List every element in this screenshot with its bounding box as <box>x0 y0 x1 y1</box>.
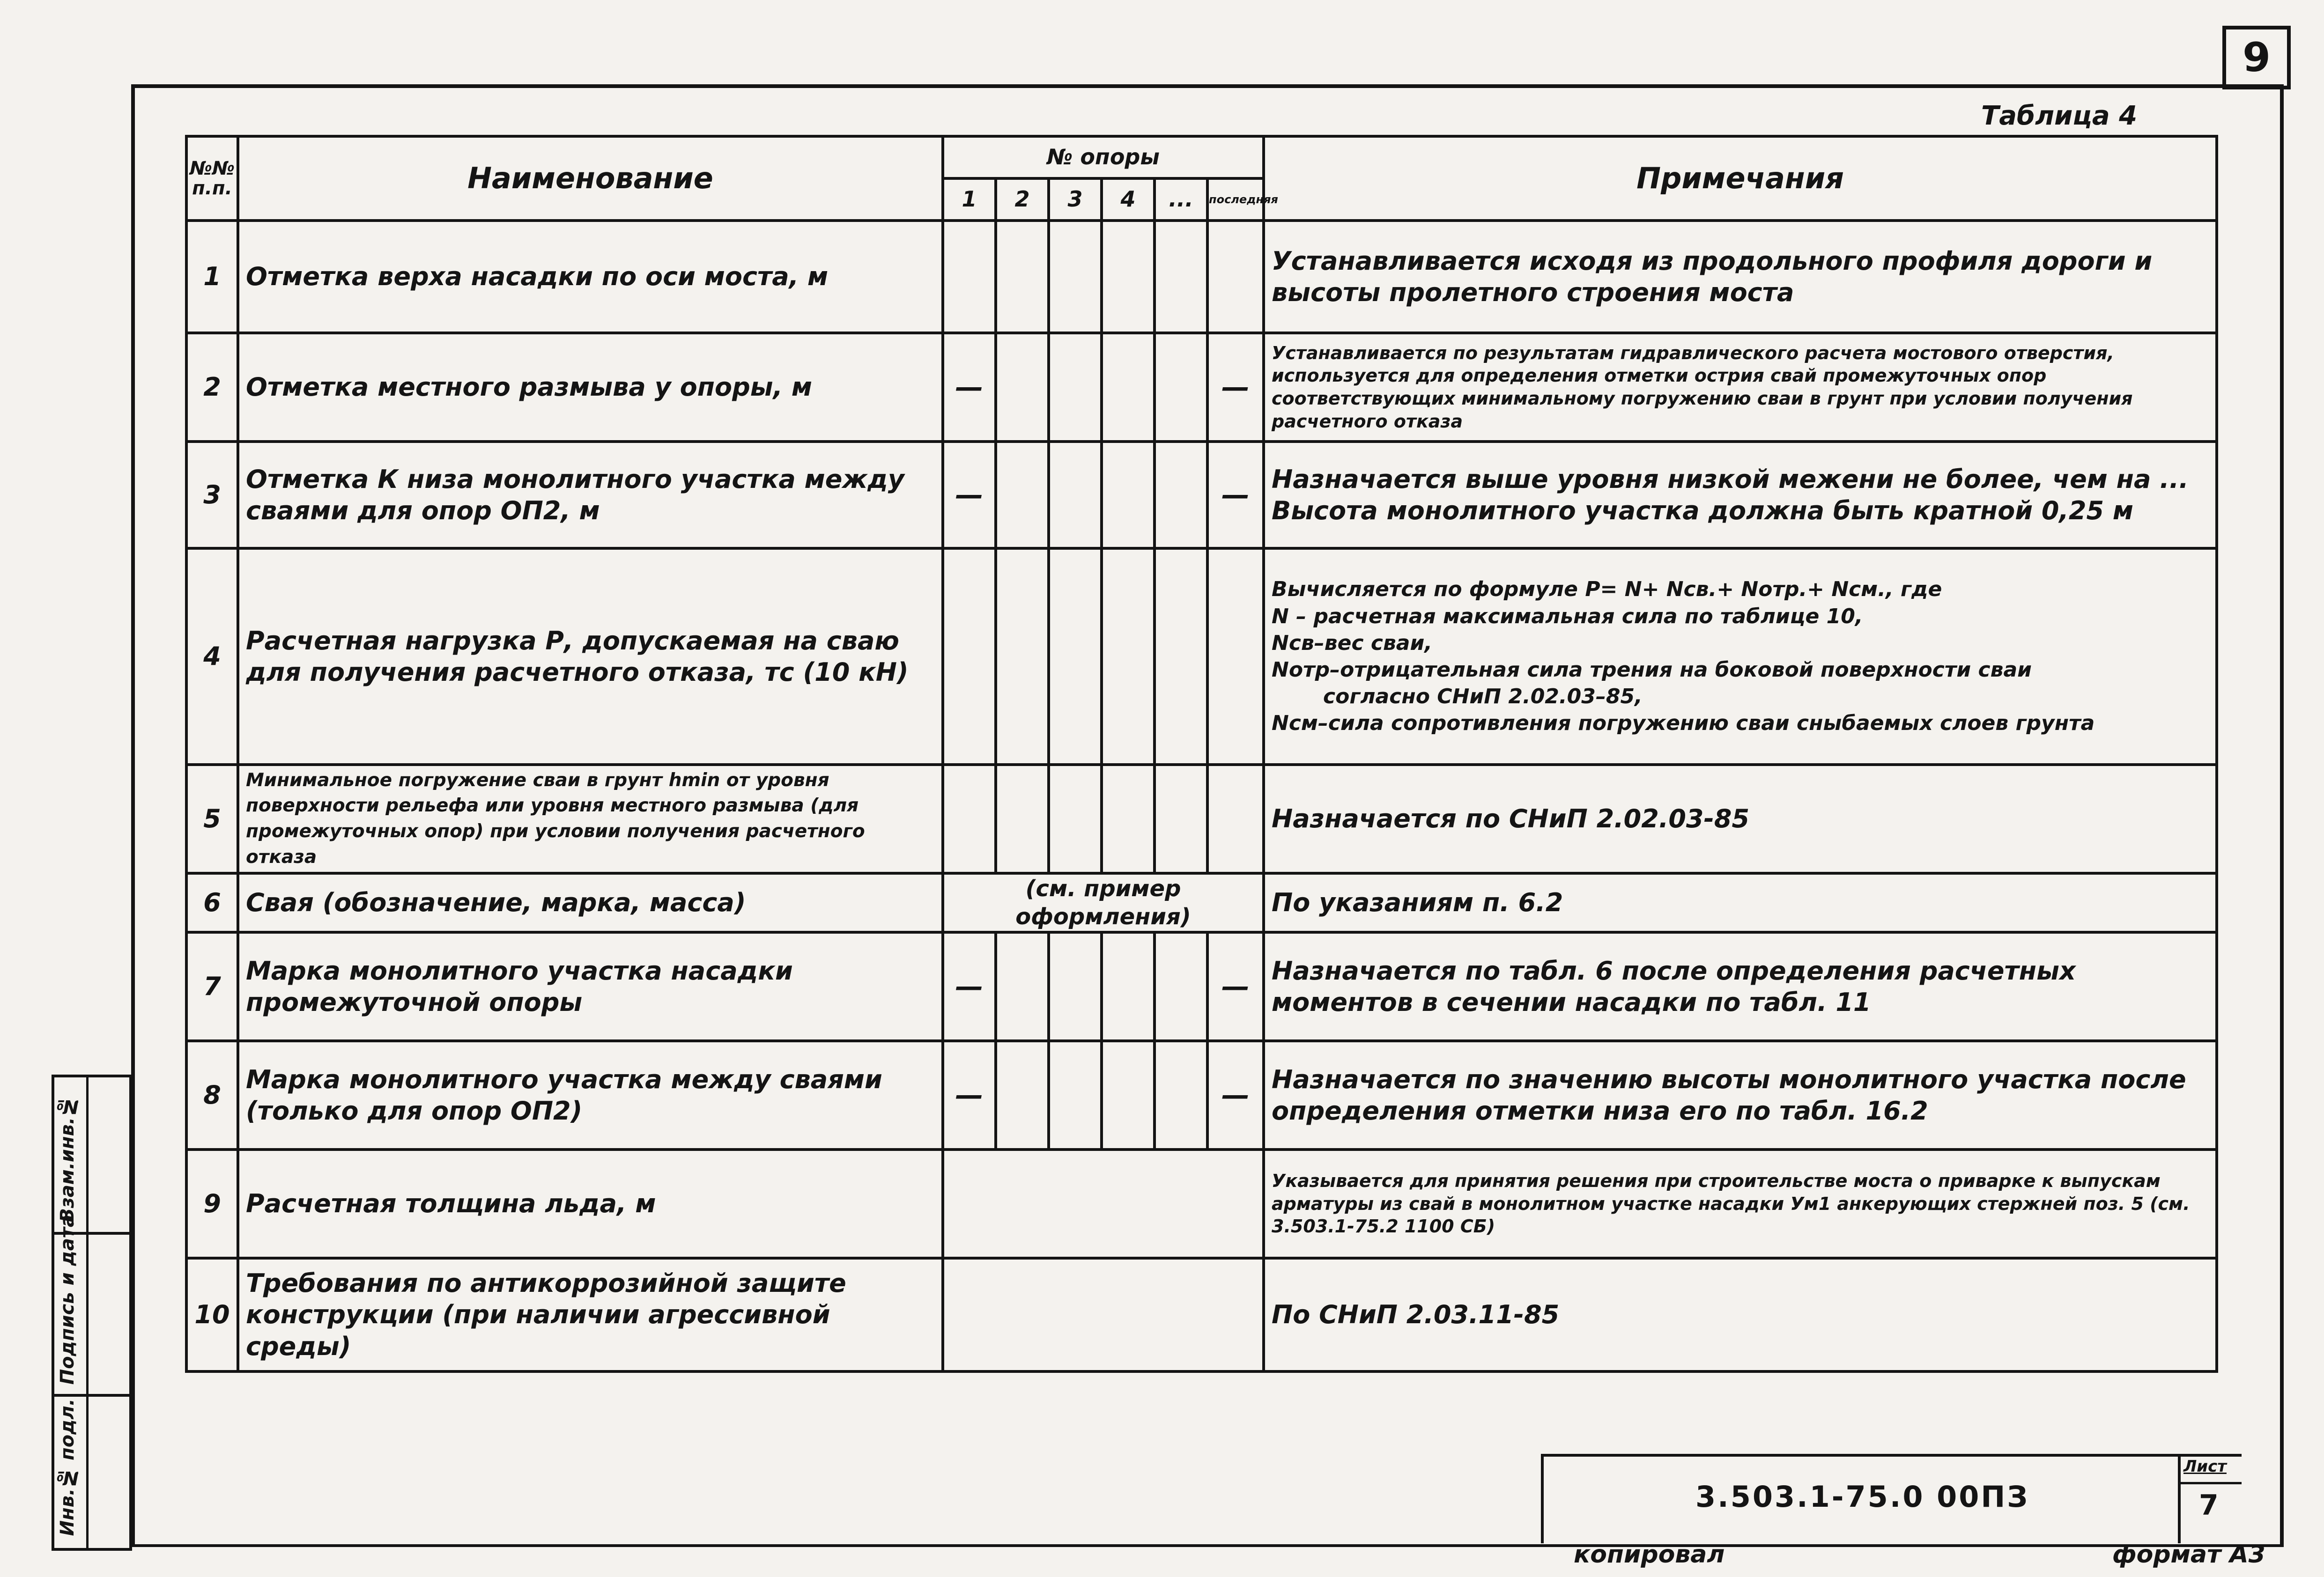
side-strip <box>52 1075 132 1551</box>
support-cell <box>1102 333 1155 442</box>
support-cell <box>1049 1041 1102 1150</box>
row-note: Указывается для принятия решения при строительстве моста о приварке к выпускам арматуры из свай в монолитном участке насадки Ум1 анкерующих стержней поз. 5 (см. 3.503.1-75.2 1100 СБ) <box>1264 1150 2217 1258</box>
support-dash: — <box>1207 333 1264 442</box>
note-line: согласно СНиП 2.02.03–85, <box>1323 685 1643 709</box>
row-number: 3 <box>186 442 238 548</box>
table-row <box>186 1150 2217 1258</box>
row-number: 9 <box>186 1150 238 1258</box>
table-row <box>186 932 2217 1041</box>
row-note: Назначается по табл. 6 после определения расчетных моментов в сечении насадки по табл. 11 <box>1264 932 2217 1041</box>
support-cell <box>1102 1041 1155 1150</box>
support-cell <box>996 221 1049 333</box>
row-note <box>1264 548 2217 765</box>
row-number: 8 <box>186 1041 238 1150</box>
row-note: Устанавливается исходя из продольного профиля дороги и высоты пролетного строения моста <box>1264 221 2217 333</box>
row-note: По указаниям п. 6.2 <box>1264 873 2217 932</box>
supports-merged <box>943 1150 1264 1258</box>
row-number: 1 <box>186 221 238 333</box>
supports-merged <box>943 1258 1264 1371</box>
support-cell <box>996 932 1049 1041</box>
note-line: N – расчетная максимальная сила по таблице 10, <box>1272 604 1863 628</box>
row-name: Требования по антикоррозийной защите конструкции (при наличии агрессивной среды) <box>238 1258 943 1371</box>
row-name: Отметка местного размыва у опоры, м <box>238 333 943 442</box>
table-row <box>186 873 2217 932</box>
support-cell <box>943 221 996 333</box>
side-inv-replace: Взам.инв.№ <box>54 1077 129 1235</box>
side-inv-orig: Инв.№ подл. <box>57 1398 78 1536</box>
support-col-2: 2 <box>996 178 1049 221</box>
support-cell <box>996 765 1049 873</box>
support-cell <box>1102 932 1155 1041</box>
support-dash: — <box>1207 1041 1264 1150</box>
support-cell <box>1102 442 1155 548</box>
row-name: Минимальное погружение сваи в грунт hmin от уровня поверхности рельефа или уровня местного размыва (для промежуточных опор) при условии получения расчетного отказа <box>238 765 943 873</box>
row-number: 2 <box>186 333 238 442</box>
support-cell <box>1102 548 1155 765</box>
support-cell <box>1049 548 1102 765</box>
header-name: Наименование <box>238 136 943 221</box>
row-number: 10 <box>186 1258 238 1371</box>
row-name: Свая (обозначение, марка, масса) <box>238 873 943 932</box>
support-cell <box>1155 765 1207 873</box>
row-number: 7 <box>186 932 238 1041</box>
support-cell <box>1049 442 1102 548</box>
table-row <box>186 221 2217 333</box>
support-dash: — <box>943 1041 996 1150</box>
header-num: №№ п.п. <box>186 136 238 221</box>
support-dash: — <box>1207 442 1264 548</box>
support-dash: — <box>943 932 996 1041</box>
row-note: Назначается выше уровня низкой межени не более, чем на ... Высота монолитного участка должна быть кратной 0,25 м <box>1264 442 2217 548</box>
header-notes: Примечания <box>1264 136 2217 221</box>
support-cell <box>996 442 1049 548</box>
table-caption: Таблица 4 <box>1981 101 2138 131</box>
support-cell <box>1207 221 1264 333</box>
support-col-1: 1 <box>943 178 996 221</box>
row-name: Расчетная нагрузка Р, допускаемая на сваю для получения расчетного отказа, тс (10 кН) <box>238 548 943 765</box>
support-col-ellipsis: ... <box>1155 178 1207 221</box>
support-col-last: последняя <box>1207 178 1264 221</box>
note-line: Nотр–отрицательная сила трения на боковой поверхности сваи <box>1272 658 2032 682</box>
row-note: По СНиП 2.03.11-85 <box>1264 1258 2217 1371</box>
support-dash: — <box>1207 932 1264 1041</box>
support-cell <box>996 548 1049 765</box>
sheet-box-divider <box>2178 1482 2242 1484</box>
row-note: Назначается по СНиП 2.02.03-85 <box>1264 765 2217 873</box>
table-row <box>186 1041 2217 1150</box>
note-line: Nсм–сила сопротивления погружению сваи сныбаемых слоев грунта <box>1272 711 2095 736</box>
table-row <box>186 1258 2217 1371</box>
copied-label: копировал <box>1574 1540 1725 1569</box>
header-row <box>186 136 2217 178</box>
side-signature-date: Подпись и дата <box>54 1235 129 1397</box>
row-number: 4 <box>186 548 238 765</box>
row-name: Отметка К низа монолитного участка между сваями для опор ОП2, м <box>238 442 943 548</box>
support-col-3: 3 <box>1049 178 1102 221</box>
support-cell <box>1102 221 1155 333</box>
support-cell <box>943 765 996 873</box>
support-cell <box>1155 442 1207 548</box>
table-row <box>186 442 2217 548</box>
row-name: Расчетная толщина льда, м <box>238 1150 943 1258</box>
support-cell <box>1155 548 1207 765</box>
supports-merged: (см. пример оформления) <box>943 873 1264 932</box>
sheet-label: Лист <box>2183 1457 2227 1476</box>
table-row <box>186 333 2217 442</box>
support-cell <box>1207 765 1264 873</box>
support-cell <box>1049 932 1102 1041</box>
row-name: Отметка верха насадки по оси моста, м <box>238 221 943 333</box>
row-note: Назначается по значению высоты монолитного участка после определения отметки низа его по табл. 16.2 <box>1264 1041 2217 1150</box>
table-row <box>186 548 2217 765</box>
support-cell <box>1207 548 1264 765</box>
table-row <box>186 765 2217 873</box>
note-line: Nсв–вес сваи, <box>1272 631 1433 655</box>
support-cell <box>1049 765 1102 873</box>
requirements-table <box>185 135 2218 1373</box>
support-dash: — <box>943 333 996 442</box>
row-note: Устанавливается по результатам гидравлического расчета мостового отверстия, используется для определения отметки острия свай промежуточных опор соответствующих минимальному погружению сваи в грунт при условии получения расчетного отказа <box>1264 333 2217 442</box>
document-code: 3.503.1-75.0 00ПЗ <box>1695 1480 2030 1514</box>
support-cell <box>1155 1041 1207 1150</box>
support-cell <box>1155 932 1207 1041</box>
format-label: формат А3 <box>2112 1540 2265 1569</box>
support-cell <box>1049 333 1102 442</box>
support-cell <box>1049 221 1102 333</box>
row-number: 5 <box>186 765 238 873</box>
header-supports: № опоры <box>943 136 1264 178</box>
sheet-value: 7 <box>2199 1489 2219 1522</box>
support-cell <box>996 333 1049 442</box>
row-name: Марка монолитного участка между сваями (только для опор ОП2) <box>238 1041 943 1150</box>
support-dash: — <box>943 442 996 548</box>
row-name: Марка монолитного участка насадки промежуточной опоры <box>238 932 943 1041</box>
support-cell <box>996 1041 1049 1150</box>
sheet-number: 9 <box>2222 26 2291 89</box>
support-cell <box>1155 333 1207 442</box>
support-cell <box>1102 765 1155 873</box>
support-cell <box>1155 221 1207 333</box>
support-col-4: 4 <box>1102 178 1155 221</box>
support-cell <box>943 548 996 765</box>
note-line: Вычисляется по формуле Р= N+ Nсв.+ Nотр.+ Nсм., где <box>1272 577 1942 602</box>
row-number: 6 <box>186 873 238 932</box>
